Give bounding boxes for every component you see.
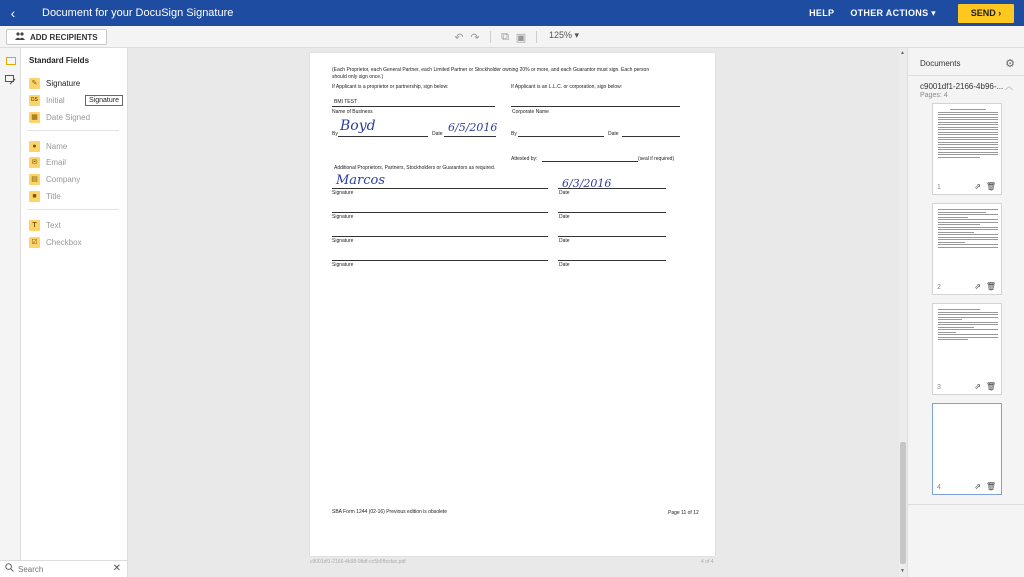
line: [558, 188, 666, 189]
pen-icon: ✎: [29, 78, 40, 89]
envelope-icon: ✉: [29, 157, 40, 168]
toolbar-divider: [490, 31, 491, 43]
text-icon: T: [29, 220, 40, 231]
documents-title: Documents: [920, 59, 961, 68]
thumbnail-page-number: 1: [937, 184, 941, 191]
seal-label: (seal if required): [638, 156, 675, 162]
help-link[interactable]: HELP: [809, 8, 835, 18]
person-icon: ●: [29, 141, 40, 152]
field-initial[interactable]: [29, 94, 65, 106]
redo-icon[interactable]: ↷: [470, 31, 480, 44]
divider: [27, 209, 119, 210]
page-thumbnail-1[interactable]: [932, 103, 1002, 195]
field-company[interactable]: [29, 173, 80, 185]
thumbnail-content: [938, 209, 998, 273]
date-label: Date: [432, 131, 443, 137]
building-icon: ▤: [29, 174, 40, 185]
top-bar: [0, 0, 1024, 26]
field-label: Text: [46, 220, 61, 230]
line: [332, 212, 548, 213]
field-name[interactable]: [29, 140, 67, 152]
thumbnail-content: [938, 309, 998, 373]
other-actions-menu[interactable]: OTHER ACTIONS ▾: [850, 7, 936, 18]
toolbar: [0, 26, 1024, 48]
calendar-icon: ▦: [29, 112, 40, 123]
send-button[interactable]: SEND ›: [958, 4, 1014, 23]
gear-icon[interactable]: ⚙: [1005, 58, 1015, 70]
page-counter: 4 of 4: [701, 559, 714, 565]
thumbnail-page-number: 3: [937, 384, 941, 391]
line: [558, 236, 666, 237]
llc-instruction: If Applicant is an L.L.C. or corporation, sign below:: [511, 84, 623, 90]
date-label: Date: [559, 238, 570, 244]
paste-icon[interactable]: ▣: [515, 31, 527, 44]
business-name-value: BMI TEST: [334, 99, 357, 105]
additional-signers-text: Additional Proprietors, Partners, Stockholders or Guarantors as required.: [334, 165, 496, 171]
date-label-right: Date: [608, 131, 619, 137]
export-icon[interactable]: ⇗: [974, 282, 981, 291]
thumbnail-page-number: 2: [937, 284, 941, 291]
signature-label: Signature: [332, 190, 354, 196]
documents-panel: [907, 48, 1024, 577]
document-title: Document for your DocuSign Signature: [42, 7, 234, 19]
copy-icon[interactable]: ⧉: [501, 30, 509, 43]
standard-fields-panel: [21, 48, 128, 560]
standard-fields-title: Standard Fields: [29, 56, 90, 65]
search-input[interactable]: [18, 565, 108, 574]
page-thumbnail-2[interactable]: [932, 203, 1002, 295]
thumbnail-page-number: 4: [937, 484, 941, 491]
date-label: Date: [559, 190, 570, 196]
trash-icon[interactable]: 🗑: [985, 282, 996, 291]
checkbox-icon: ☑: [29, 237, 40, 248]
line: [558, 260, 666, 261]
field-checkbox[interactable]: [29, 236, 82, 248]
chevron-up-icon[interactable]: ︿: [1005, 82, 1013, 91]
field-label: Name: [46, 141, 68, 151]
export-icon[interactable]: ⇗: [974, 482, 981, 491]
line: [518, 136, 604, 137]
briefcase-icon: ■: [29, 191, 40, 202]
trash-icon[interactable]: 🗑: [985, 382, 996, 391]
intro-text: (Each Proprietor, each General Partner, each Limited Partner or Stockholder owning 20% or more, and each Guarantor must sign. Each person: [332, 67, 650, 73]
scroll-down-icon[interactable]: ▼: [900, 568, 905, 574]
line: [511, 106, 680, 107]
field-label: Email: [46, 157, 67, 167]
divider: [908, 504, 1024, 505]
custom-fields-icon[interactable]: [4, 74, 17, 87]
field-email[interactable]: [29, 156, 66, 168]
line: [444, 136, 496, 137]
field-label: Company: [46, 174, 81, 184]
signature-label: Signature: [332, 262, 354, 268]
date-label: Date: [559, 214, 570, 220]
line: [542, 161, 638, 162]
proprietor-instruction: If Applicant is a proprietor or partnership, sign below:: [332, 84, 449, 90]
chevron-left-icon: ‹: [10, 5, 16, 21]
signature-label: Signature: [332, 214, 354, 220]
signature-marcos[interactable]: Marcos: [336, 173, 386, 188]
page-footer-form: SBA Form 1244 (02-16) Previous edition is obsolete: [332, 509, 448, 515]
document-name[interactable]: c9001df1-2166-4b96-...: [920, 82, 1004, 91]
line: [332, 106, 495, 107]
signature-boyd[interactable]: Boyd: [340, 118, 376, 134]
export-icon[interactable]: ⇗: [974, 382, 981, 391]
page-footer-number: Page 11 of 12: [668, 510, 699, 516]
field-date-signed[interactable]: [29, 111, 90, 123]
documents-header: [908, 48, 1024, 76]
thumbnail-content: [938, 109, 998, 173]
trash-icon[interactable]: 🗑: [985, 182, 996, 191]
left-rail: [0, 48, 21, 577]
scroll-up-icon[interactable]: ▲: [900, 50, 905, 56]
field-signature[interactable]: [29, 77, 80, 89]
search-icon: [5, 563, 14, 575]
signature-label: Signature: [332, 238, 354, 244]
date-label: Date: [559, 262, 570, 268]
line: [558, 212, 666, 213]
signed-date-1[interactable]: 6/5/2016: [448, 121, 498, 134]
divider: [27, 130, 119, 131]
line: [332, 260, 548, 261]
trash-icon[interactable]: 🗑: [985, 482, 996, 491]
document-page-count: Pages: 4: [920, 92, 948, 99]
field-label: Checkbox: [46, 237, 82, 247]
line: [622, 136, 680, 137]
document-filename: c9001df1-2166-4b98-98df-cc5b5fbcdac.pdf: [310, 559, 406, 565]
line: [338, 136, 428, 137]
field-label: Signature: [46, 78, 81, 88]
back-button[interactable]: [0, 0, 26, 26]
by-label-right: By: [511, 131, 517, 137]
field-label: Initial: [46, 95, 65, 105]
field-search: [0, 560, 128, 577]
add-recipients-button[interactable]: [6, 29, 107, 45]
by-label: By: [332, 131, 338, 137]
scrollbar-thumb[interactable]: [900, 442, 906, 564]
attested-by-label: Attested by:: [511, 156, 538, 162]
field-label: Date Signed: [46, 112, 91, 122]
corporate-name-label: Corporate Name: [512, 109, 549, 115]
zoom-select[interactable]: 125% ▾: [549, 30, 580, 40]
people-icon: [15, 32, 25, 42]
fields-rectangle-icon[interactable]: [4, 54, 17, 67]
document-page[interactable]: [310, 53, 715, 556]
intro-text-2: should only sign once.): [332, 74, 384, 80]
signed-date-2[interactable]: 6/3/2016: [562, 177, 612, 190]
line: [332, 236, 548, 237]
close-icon[interactable]: ✕: [112, 563, 121, 574]
export-icon[interactable]: ⇗: [974, 182, 981, 191]
undo-icon[interactable]: ↶: [454, 31, 464, 44]
toolbar-divider: [536, 31, 537, 43]
name-of-business-label: Name of Business: [332, 109, 373, 115]
add-recipients-label: ADD RECIPIENTS: [30, 32, 98, 42]
initial-icon: DS: [29, 95, 40, 106]
field-text[interactable]: [29, 219, 61, 231]
signature-tooltip: Signature: [85, 95, 123, 106]
line: [332, 188, 548, 189]
document-scrollbar[interactable]: [899, 48, 907, 577]
document-canvas[interactable]: [128, 48, 899, 577]
field-label: Title: [46, 191, 61, 201]
page-thumbnail-3[interactable]: [932, 303, 1002, 395]
field-title[interactable]: [29, 190, 61, 202]
page-thumbnail-4[interactable]: [932, 403, 1002, 495]
